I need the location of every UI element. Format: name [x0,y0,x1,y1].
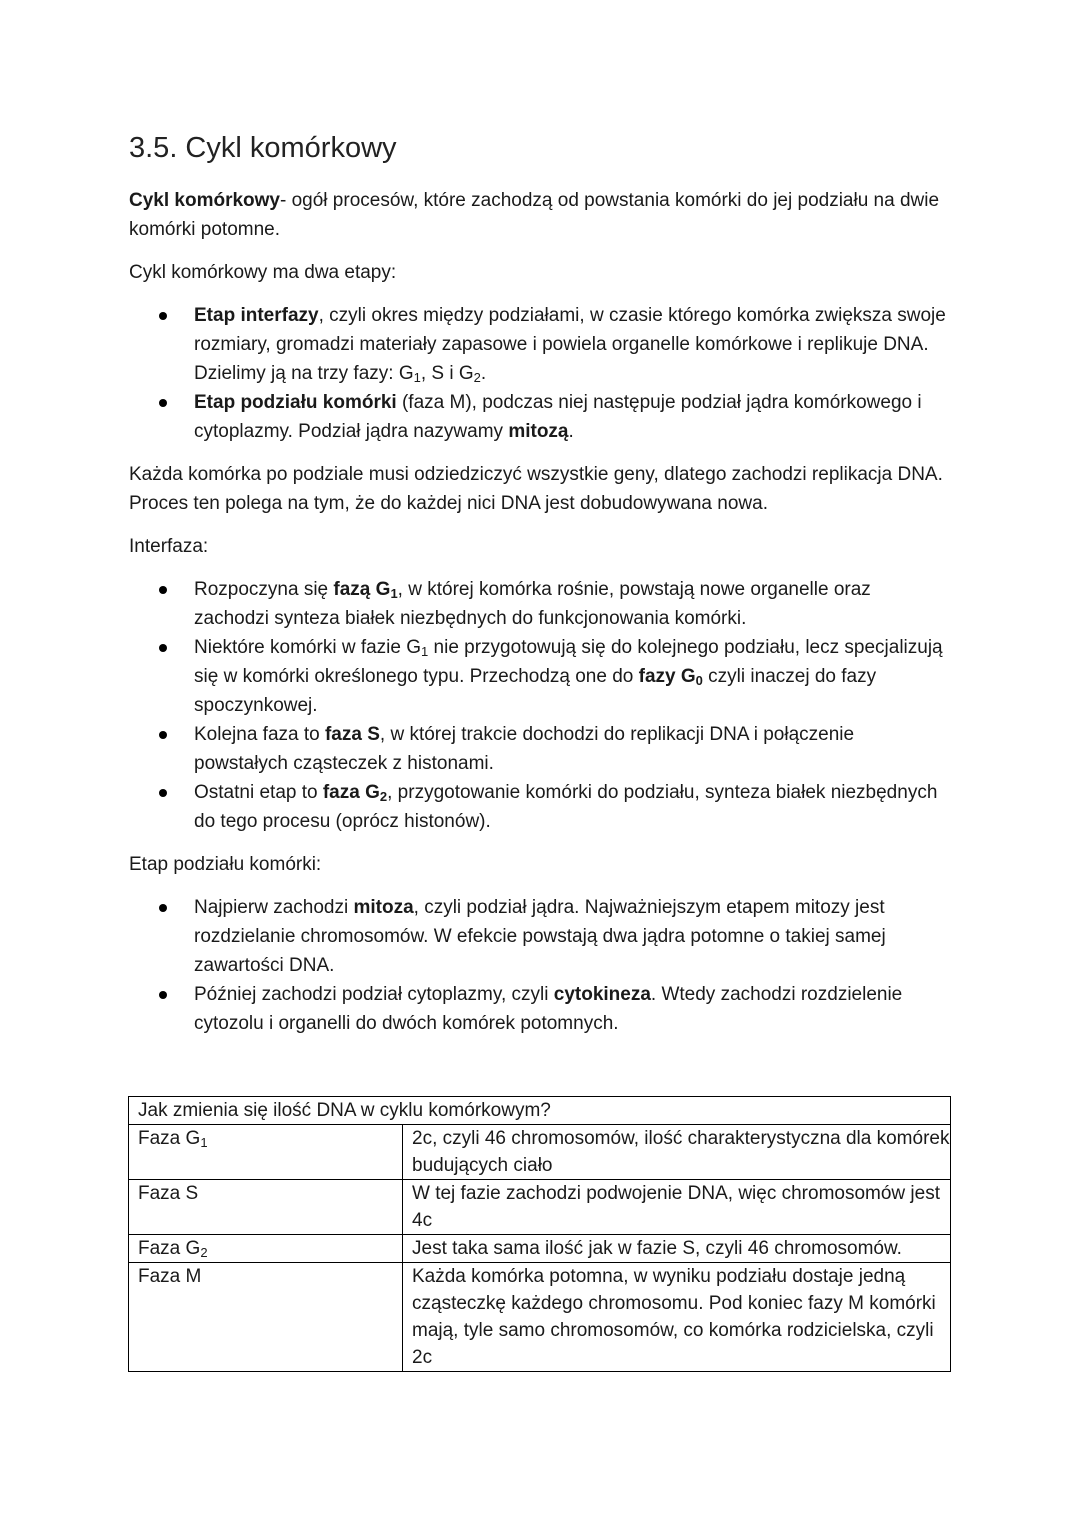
bullet-icon [159,991,167,999]
replication-paragraph: Każda komórka po podziale musi odziedziczyć wszystkie geny, dlatego zachodzi replikacja DNA. Proces ten polega na tym, że do każdej nici DNA jest dobudowywana nowa. [129,464,943,514]
description-cell: Każda komórka potomna, w wyniku podziału dostaje jedną cząsteczkę każdego chromosomu. Pod koniec fazy M komórki mają, tyle samo chromosomów, co komórka rodzicielska, czyli 2c [403,1263,951,1372]
table-row [129,1180,951,1235]
list-item: Niektóre komórki w fazie $G_1$ nie przygotowują się do kolejnego podziału, lecz specjalizują się w komórki określonego typu. Przechodzą one do fazy $G_0$ czyli inaczej do fazy spoczynkowej. [129,633,951,720]
interphase-label: Interfaza: [129,536,209,557]
bullet-icon [159,644,167,652]
table-row [129,1125,951,1180]
list-item: Etap podziału komórki (faza M), podczas niej następuje podział jądra komórkowego i cytoplazmy. Podział jądra nazywamy mitozą. [129,388,951,446]
bullet-icon [159,399,167,407]
table-header: Jak zmienia się ilość DNA w cyklu komórkowym? [129,1097,951,1125]
description-cell: W tej fazie zachodzi podwojenie DNA, więc chromosomów jest 4c [403,1180,951,1235]
list-item: Później zachodzi podział cytoplazmy, czyli cytokineza. Wtedy zachodzi rozdzielenie cytozolu i organelli do dwóch komórek potomnych. [129,980,951,1038]
list-item: Najpierw zachodzi mitoza, czyli podział jądra. Najważniejszym etapem mitozy jest rozdzielanie chromosomów. W efekcie powstają dwa jądra potomne o takiej samej zawartości DNA. [129,893,951,980]
list-item: Kolejna faza to faza S, w której trakcie dochodzi do replikacji DNA i połączenie powstałych cząsteczek z histonami. [129,720,951,778]
phase-cell: Faza $G_2$ [129,1235,403,1263]
bullet-icon [159,586,167,594]
bullet-icon [159,789,167,797]
dna-amount-table [128,1096,951,1372]
phase-cell: Faza M [129,1263,403,1372]
bullet-icon [159,731,167,739]
table-header-row [129,1097,951,1125]
definition-text: - ogół procesów, które zachodzą od powstania komórki do jej podziału na dwie komórki potomne. [129,190,940,240]
list-item: Etap interfazy, czyli okres między podziałami, w czasie którego komórka zwiększa swoje rozmiary, gromadzi materiały zapasowe i powiela organelle komórkowe i replikuje DNA. Dzielimy ją na trzy fazy: $G_1$, S i $G_2$. [129,301,951,388]
section-title: 3.5. Cykl komórkowy [129,132,397,164]
description-cell: 2c, czyli 46 chromosomów, ilość charakterystyczna dla komórek budujących ciało [403,1125,951,1180]
table-row [129,1263,951,1372]
phase-cell: Faza S [129,1180,403,1235]
bullet-icon [159,312,167,320]
division-label: Etap podziału komórki: [129,854,322,875]
document-content [129,128,951,1038]
division-list [129,893,951,1038]
description-cell: Jest taka sama ilość jak w fazie S, czyli 46 chromosomów. [403,1235,951,1263]
interphase-list [129,575,951,836]
table-row [129,1235,951,1263]
phase-cell: Faza $G_1$ [129,1125,403,1180]
list-item: Rozpoczyna się fazą $G_1$, w której komórka rośnie, powstają nowe organelle oraz zachodzi synteza białek niezbędnych do funkcjonowania komórki. [129,575,951,633]
definition-paragraph [129,186,951,244]
definition-term: Cykl komórkowy [129,190,280,211]
list-item: Ostatni etap to faza $G_2$, przygotowanie komórki do podziału, synteza białek niezbędnych do tego procesu (oprócz histonów). [129,778,951,836]
stages-list [129,301,951,446]
bullet-icon [159,904,167,912]
stages-intro: Cykl komórkowy ma dwa etapy: [129,262,397,283]
